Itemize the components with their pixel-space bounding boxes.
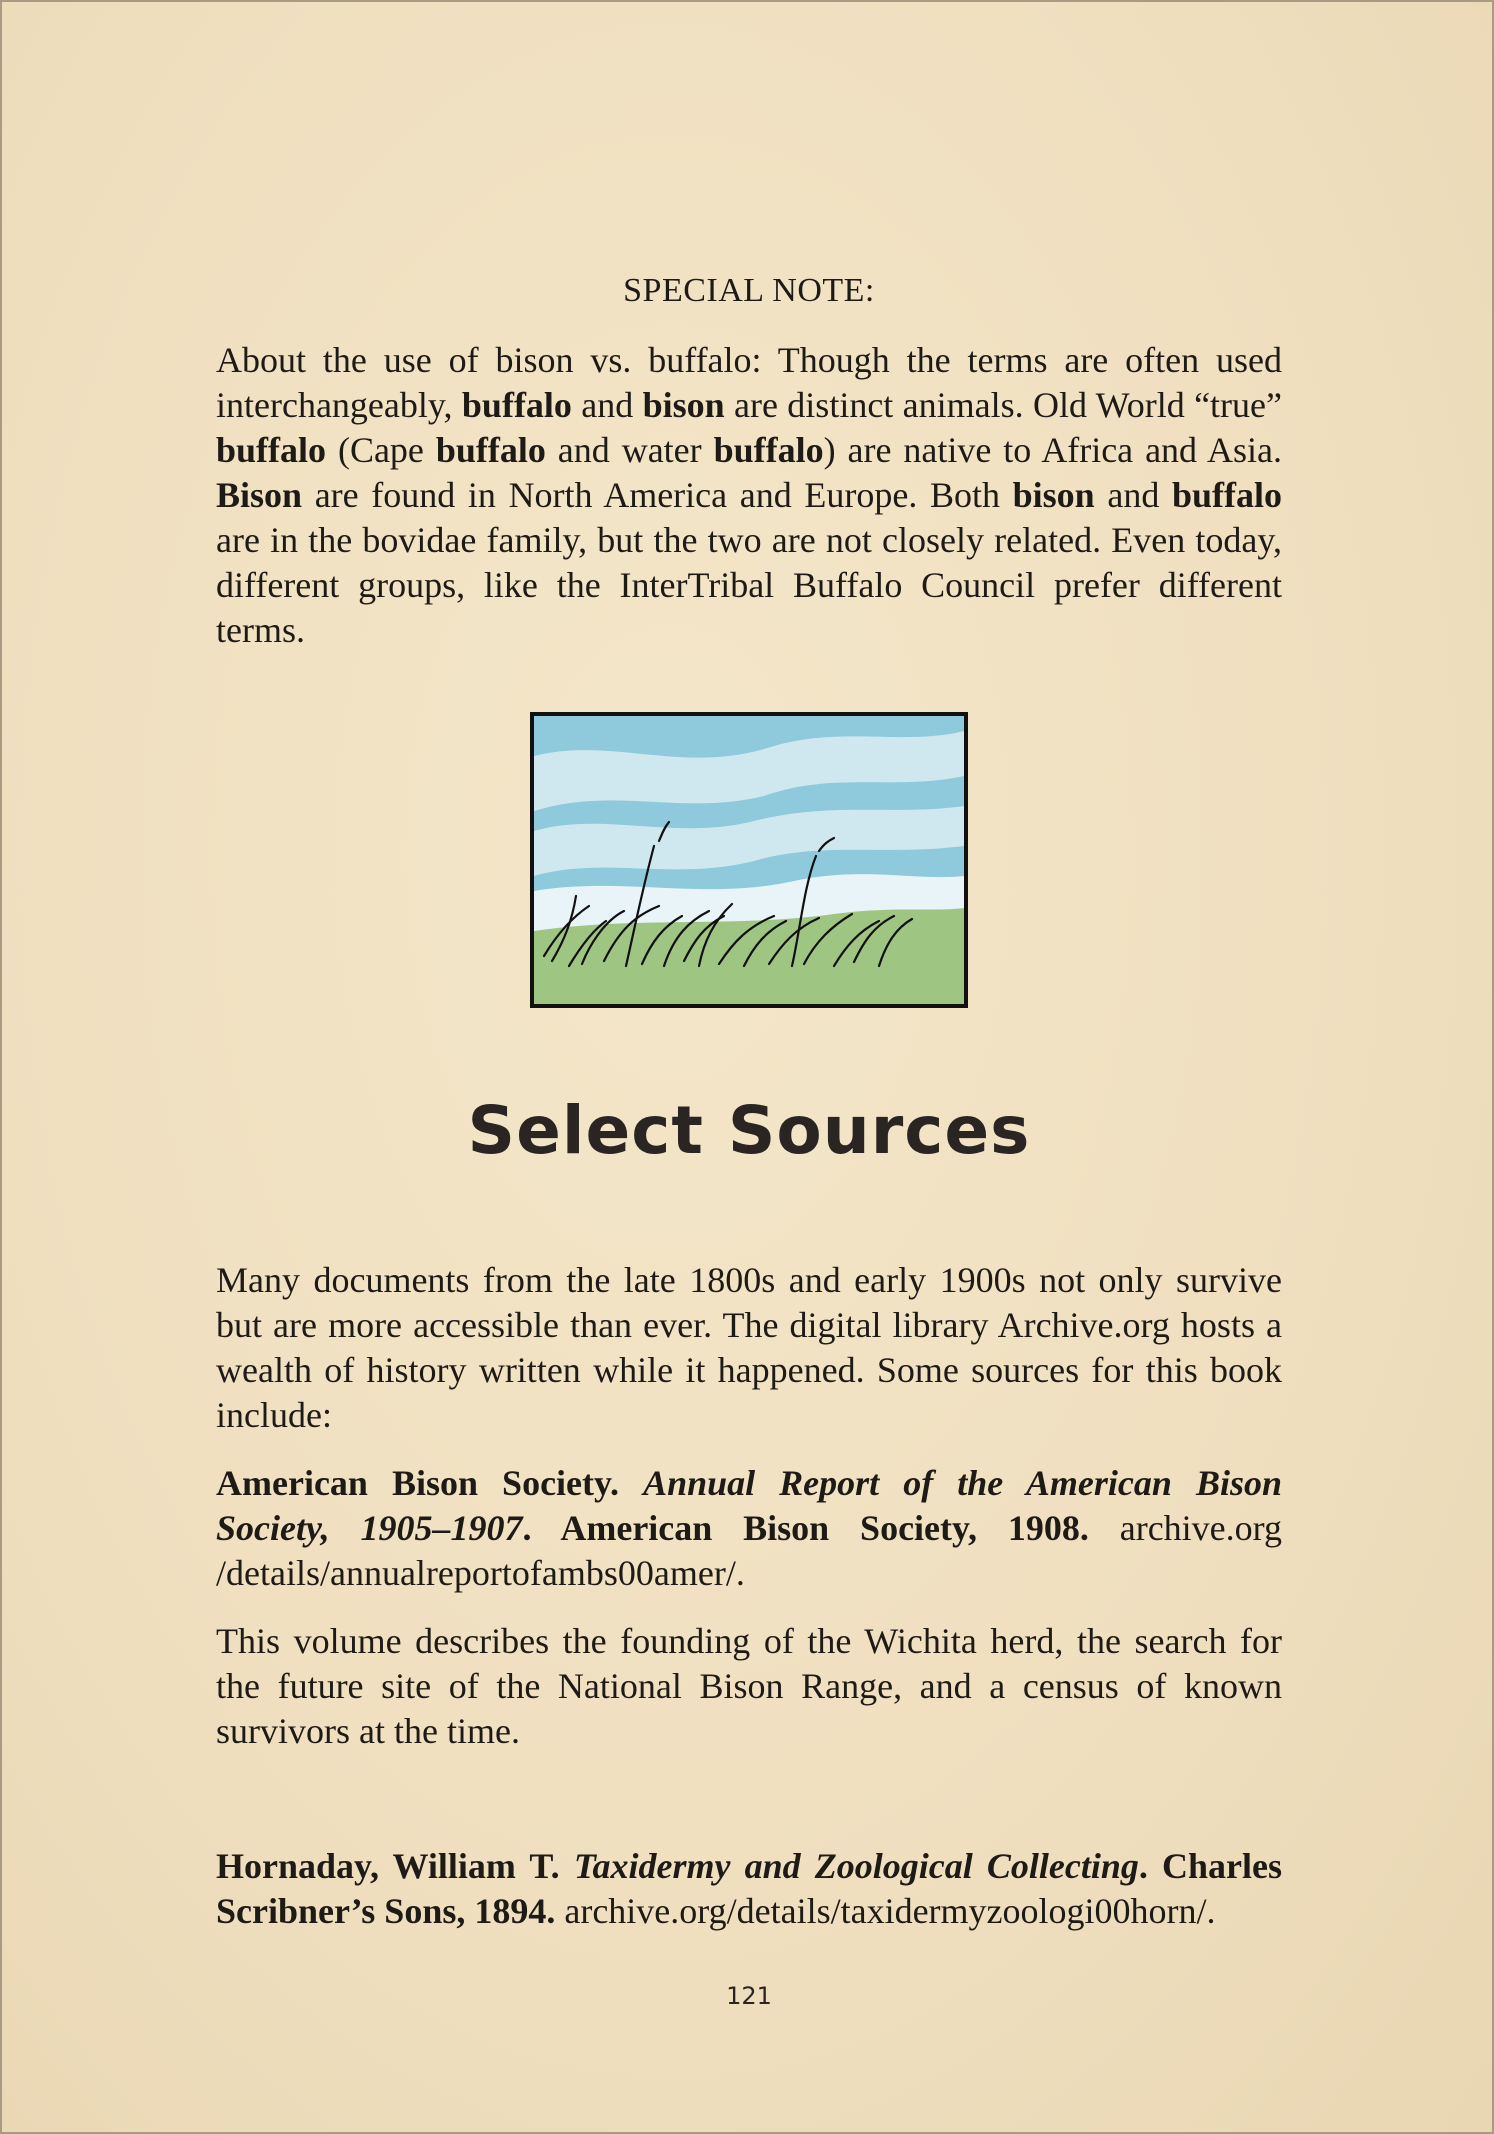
bold-term: . American Bison Society, 1908. — [522, 1508, 1120, 1548]
section-heading: Select Sources — [467, 1092, 1031, 1169]
bold-term: buffalo — [435, 430, 546, 470]
page-number: 121 — [726, 1982, 772, 2010]
bold-term: buffalo — [713, 430, 824, 470]
text-run: About the use of bison vs. buffalo: Though the terms are often used interchangeably, — [216, 340, 1282, 425]
bold-term: bison — [642, 385, 725, 425]
source-description-1: This volume describes the founding of the Wichita herd, the search for the future site of the National Bison Range, and a census of known survivors at the time. — [216, 1621, 1282, 1751]
text-run: and water — [545, 430, 714, 470]
bold-term: buffalo — [1171, 475, 1282, 515]
book-title: Taxidermy and Zoological Collecting — [573, 1846, 1139, 1886]
text-run: and — [571, 385, 643, 425]
bold-term: buffalo — [461, 385, 572, 425]
sources-intro: Many documents from the late 1800s and early 1900s not only survive but are more accessible than ever. The digital library Archive.org hosts a wealth of history written while it happened. Some sources for this book include: — [216, 1260, 1282, 1435]
source-citation-1 — [216, 1461, 1282, 1596]
text-run: archive.org /details/annualreportofambs00amer/. — [216, 1508, 1282, 1593]
text-run: are distinct animals. Old World “true” — [724, 385, 1282, 425]
bold-term: American Bison Society. — [216, 1463, 644, 1503]
text-run: are found in North America and Europe. Both — [302, 475, 1013, 515]
special-note-title: SPECIAL NOTE: — [623, 272, 875, 309]
text-run: (Cape — [326, 430, 436, 470]
bold-term: bison — [1012, 475, 1095, 515]
grass-sky-illustration — [530, 712, 968, 1008]
text-run: and — [1094, 475, 1172, 515]
bold-term: Hornaday, William T. — [216, 1846, 574, 1886]
text-run: archive.org/details/taxidermyzoologi00horn/. — [564, 1891, 1216, 1931]
text-run: are in the bovidae family, but the two are not closely related. Even today, different groups, like the InterTribal Buffalo Council prefer different terms. — [216, 520, 1282, 650]
special-note-body — [216, 338, 1282, 653]
bold-term: buffalo — [216, 430, 327, 470]
book-title: Annual Report of the American Bison Society, 1905–1907 — [216, 1463, 1282, 1548]
bold-term: . Charles Scribner’s Sons, 1894. — [216, 1846, 1282, 1931]
grass-sky-drawing — [534, 716, 964, 1004]
bold-term: Bison — [216, 475, 303, 515]
text-run: ) are native to Africa and Asia. — [823, 430, 1282, 470]
source-citation-2 — [216, 1844, 1282, 1934]
